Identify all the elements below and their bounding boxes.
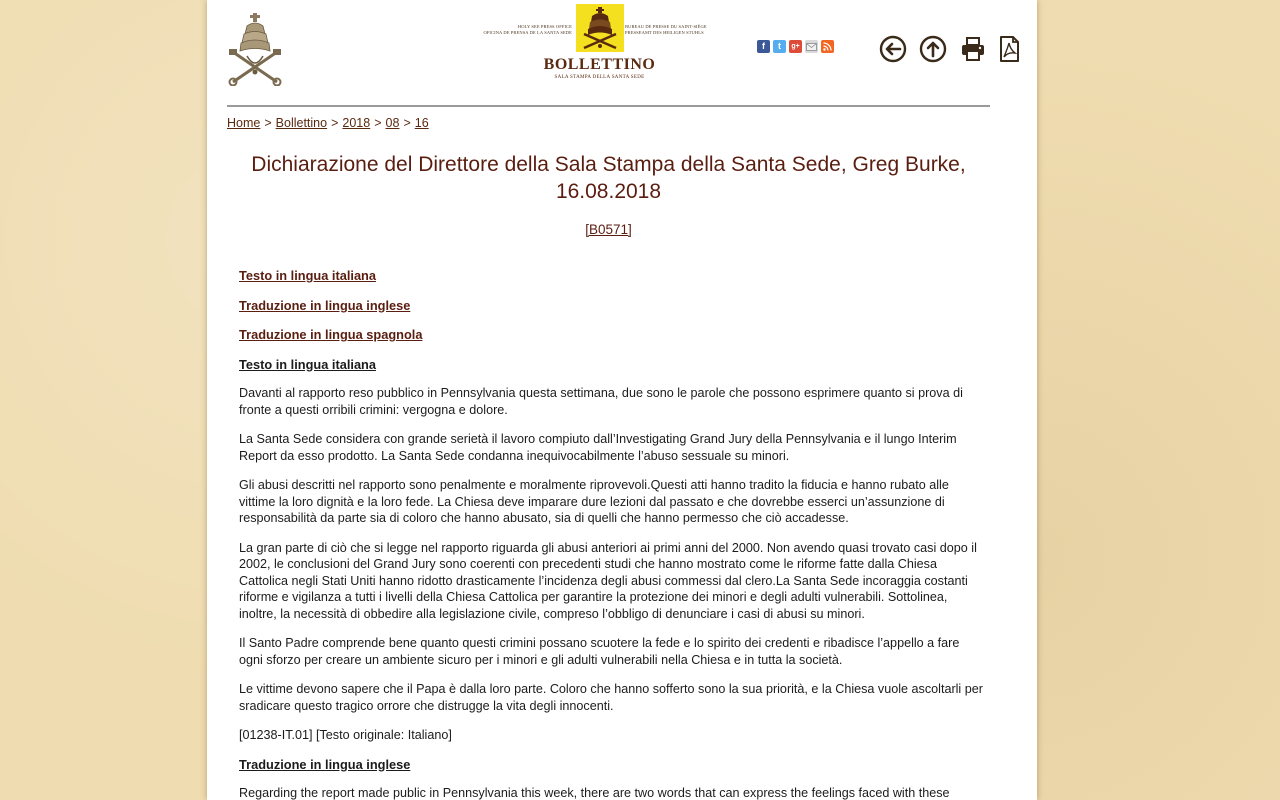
breadcrumb-home[interactable]: Home [227, 116, 261, 130]
page-container [207, 0, 1037, 800]
bollettino-title: BOLLETTINO [543, 56, 656, 73]
link-italian-text[interactable]: Testo in lingua italiana [239, 268, 376, 283]
vatican-crest-icon [576, 4, 624, 52]
paragraph: Il Santo Padre comprende bene quanto questi crimini possano scuotere la fede e lo spirito dei credenti e ribadisce l’appello a fare ogni sforzo per creare un ambiente sicuro per i minori e gli adulti vulnerabili nella Chiesa e in tutta la società. [239, 636, 960, 667]
office-name-es: OFICINA DE PRENSA DE LA SANTA SEDE [483, 30, 572, 35]
social-share-bar [757, 40, 834, 53]
breadcrumb-separator: > [264, 116, 272, 130]
twitter-icon[interactable]: t [773, 40, 786, 53]
top-icon[interactable] [919, 35, 947, 63]
page-title-line1: Dichiarazione del Direttore della Sala Stampa della Santa Sede, Greg Burke, [251, 153, 966, 176]
breadcrumb-year[interactable]: 2018 [342, 116, 371, 130]
header-divider [227, 105, 990, 107]
office-name-fr: BUREAU DE PRESSE DU SAINT-SIÈGE [625, 24, 707, 29]
office-name-en: HOLY SEE PRESS OFFICE [517, 24, 572, 29]
page-title [227, 151, 990, 205]
breadcrumb-separator: > [331, 116, 339, 130]
facebook-icon[interactable]: f [757, 40, 770, 53]
office-name-de: PRESSEAMT DES HEILIGEN STUHLS [625, 30, 704, 35]
paragraph: Davanti al rapporto reso pubblico in Pennsylvania questa settimana, due sono le parole che possono esprimere quanto si prova di fronte a questi orribili crimini: vergogna e dolore. [239, 386, 963, 417]
breadcrumb-bollettino[interactable]: Bollettino [275, 116, 328, 130]
link-spanish-translation[interactable]: Traduzione in lingua spagnola [239, 327, 423, 342]
breadcrumb-separator: > [374, 116, 382, 130]
bollettino-masthead[interactable] [477, 2, 722, 84]
section-heading-english: Traduzione in lingua inglese [239, 756, 411, 772]
back-icon[interactable] [879, 35, 907, 63]
breadcrumb-separator: > [403, 116, 411, 130]
section-heading-italian: Testo in lingua italiana [239, 356, 376, 372]
email-icon[interactable] [805, 40, 818, 53]
office-names-left [477, 24, 572, 36]
bollettino-subtitle: SALA STAMPA DELLA SANTA SEDE [554, 75, 645, 80]
office-names-right [625, 24, 735, 36]
rss-icon[interactable] [821, 40, 834, 53]
page-tools [879, 35, 1024, 65]
paragraph: Le vittime devono sapere che il Papa è dalla loro parte. Coloro che hanno sofferto sono la sua priorità, e la Chiesa vuole ascoltarli per sradicare questo tragico orrore che distrugge la vita degli innocenti. [239, 682, 983, 713]
breadcrumb [227, 116, 429, 130]
paragraph: La Santa Sede considera con grande serietà il lavoro compiuto dall’Investigating Grand Jury della Pennsylvania e il lungo Interim Report da esso prodotto. La Santa Sede condanna inequivocabilmente l’abuso sessuale su minori. [239, 432, 957, 463]
print-icon[interactable] [959, 35, 987, 63]
breadcrumb-month[interactable]: 08 [385, 116, 400, 130]
document-reference: [01238-IT.01] [Testo originale: Italiano] [239, 728, 452, 742]
bulletin-code [227, 222, 990, 237]
google-plus-icon[interactable]: g+ [789, 40, 802, 53]
pdf-icon[interactable] [995, 35, 1023, 63]
bulletin-code-link[interactable]: [B0571] [585, 222, 632, 237]
papal-tiara-logo[interactable] [225, 12, 285, 86]
page-title-line2: 16.08.2018 [555, 180, 662, 203]
breadcrumb-day[interactable]: 16 [414, 116, 429, 130]
paragraph: Gli abusi descritti nel rapporto sono penalmente e moralmente riprovevoli.Questi atti hanno tradito la fiducia e hanno rubato alle vittime la loro dignità e la loro fede. La Chiesa deve imparare dure lezioni dal passato e che dovrebbe esserci un’assunzione di responsabilità da parte sia di coloro che hanno abusato, sia di quelli che hanno permesso che ciò accadesse. [239, 478, 949, 525]
article-body [239, 268, 984, 800]
paragraph: La gran parte di ciò che si legge nel rapporto riguarda gli abusi anteriori ai primi anni del 2000. Non avendo quasi trovato casi dopo il 2002, le conclusioni del Grand Jury sono coerenti con precedenti studi che hanno mostrato come le riforme fatte dalla Chiesa Cattolica negli Stati Uniti hanno ridotto drasticamente l’incidenza degli abusi commessi dal clero.La Santa Sede incoraggia costanti riforme e vigilanza a tutti i livelli della Chiesa Cattolica per garantire la protezione dei minori e degli adulti vulnerabili. Sottolinea, inoltre, la necessità di obbedire alla legislazione civile, compreso l’obbligo di denunciare i casi di abusi su minori. [239, 540, 977, 621]
link-english-translation[interactable]: Traduzione in lingua inglese [239, 297, 411, 313]
header [207, 0, 1037, 108]
paragraph: Regarding the report made public in Pennsylvania this week, there are two words that can express the feelings faced with these [239, 786, 950, 800]
